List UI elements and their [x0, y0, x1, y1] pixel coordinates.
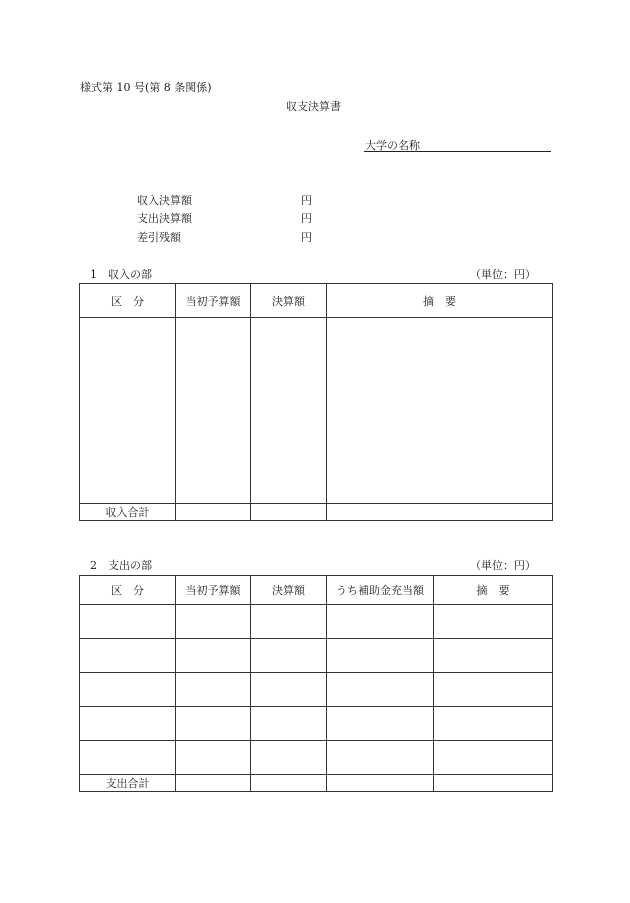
expense-settlement-cell[interactable]	[251, 605, 327, 639]
income-header-row	[80, 284, 553, 318]
income-total-row	[80, 504, 553, 521]
expense-remarks-cell[interactable]	[434, 673, 553, 707]
income-body-row	[80, 318, 553, 504]
expense-subsidy-cell[interactable]	[327, 673, 434, 707]
summary-label-income: 収入決算額	[137, 194, 192, 207]
university-name-field[interactable]	[364, 140, 551, 152]
expense-row	[80, 639, 553, 673]
expense-section-heading: 2 支出の部	[90, 559, 152, 572]
expense-initial-budget-cell[interactable]	[176, 605, 251, 639]
income-col-remarks: 摘 要	[327, 284, 553, 318]
expense-settlement-cell[interactable]	[251, 741, 327, 775]
summary-unit-balance: 円	[301, 231, 312, 244]
expense-subsidy-cell[interactable]	[327, 707, 434, 741]
expense-remarks-cell[interactable]	[434, 707, 553, 741]
expense-remarks-cell[interactable]	[434, 639, 553, 673]
expense-col-remarks: 摘 要	[434, 576, 553, 605]
expense-initial-budget-cell[interactable]	[176, 741, 251, 775]
summary-label-balance: 差引残額	[137, 231, 181, 244]
income-unit-note: （単位：円）	[470, 268, 536, 281]
income-settlement-cell[interactable]	[251, 318, 327, 504]
expense-initial-budget-cell[interactable]	[176, 707, 251, 741]
expense-remarks-cell[interactable]	[434, 605, 553, 639]
expense-category-cell[interactable]	[80, 605, 176, 639]
expense-initial-budget-cell[interactable]	[176, 639, 251, 673]
expense-total-row	[80, 775, 553, 792]
income-initial-budget-cell[interactable]	[176, 318, 251, 504]
summary-unit-expense: 円	[301, 212, 312, 225]
income-col-category: 区 分	[80, 284, 176, 318]
form-number: 様式第 10 号(第 8 条関係)	[80, 81, 212, 94]
income-category-cell[interactable]	[80, 318, 176, 504]
expense-row	[80, 673, 553, 707]
expense-category-cell[interactable]	[80, 707, 176, 741]
expense-category-cell[interactable]	[80, 741, 176, 775]
expense-total-subsidy-cell[interactable]	[327, 775, 434, 792]
expense-total-label: 支出合計	[80, 775, 176, 792]
expense-col-subsidy-allocation: うち補助金充当額	[327, 576, 434, 605]
expense-col-category: 区 分	[80, 576, 176, 605]
expense-settlement-cell[interactable]	[251, 707, 327, 741]
income-total-settlement-cell[interactable]	[251, 504, 327, 521]
expense-total-settlement-cell[interactable]	[251, 775, 327, 792]
expense-header-row	[80, 576, 553, 605]
expense-remarks-cell[interactable]	[434, 741, 553, 775]
document-title: 収支決算書	[286, 100, 341, 113]
expense-category-cell[interactable]	[80, 639, 176, 673]
university-name-label: 大学の名称	[365, 139, 420, 152]
expense-settlement-cell[interactable]	[251, 639, 327, 673]
expense-col-initial-budget: 当初予算額	[176, 576, 251, 605]
expense-row	[80, 741, 553, 775]
expense-category-cell[interactable]	[80, 673, 176, 707]
expense-table	[79, 575, 553, 792]
expense-col-settlement: 決算額	[251, 576, 327, 605]
income-total-remarks-cell[interactable]	[327, 504, 553, 521]
expense-subsidy-cell[interactable]	[327, 605, 434, 639]
expense-initial-budget-cell[interactable]	[176, 673, 251, 707]
expense-unit-note: （単位：円）	[470, 559, 536, 572]
expense-total-initial-budget-cell[interactable]	[176, 775, 251, 792]
income-col-initial-budget: 当初予算額	[176, 284, 251, 318]
summary-unit-income: 円	[301, 194, 312, 207]
expense-row	[80, 605, 553, 639]
expense-settlement-cell[interactable]	[251, 673, 327, 707]
expense-total-remarks-cell[interactable]	[434, 775, 553, 792]
income-total-label: 収入合計	[80, 504, 176, 521]
income-remarks-cell[interactable]	[327, 318, 553, 504]
expense-subsidy-cell[interactable]	[327, 639, 434, 673]
income-col-settlement: 決算額	[251, 284, 327, 318]
income-table	[79, 283, 553, 521]
expense-row	[80, 707, 553, 741]
income-section-heading: 1 収入の部	[90, 268, 152, 281]
summary-label-expense: 支出決算額	[137, 212, 192, 225]
expense-subsidy-cell[interactable]	[327, 741, 434, 775]
income-total-initial-budget-cell[interactable]	[176, 504, 251, 521]
